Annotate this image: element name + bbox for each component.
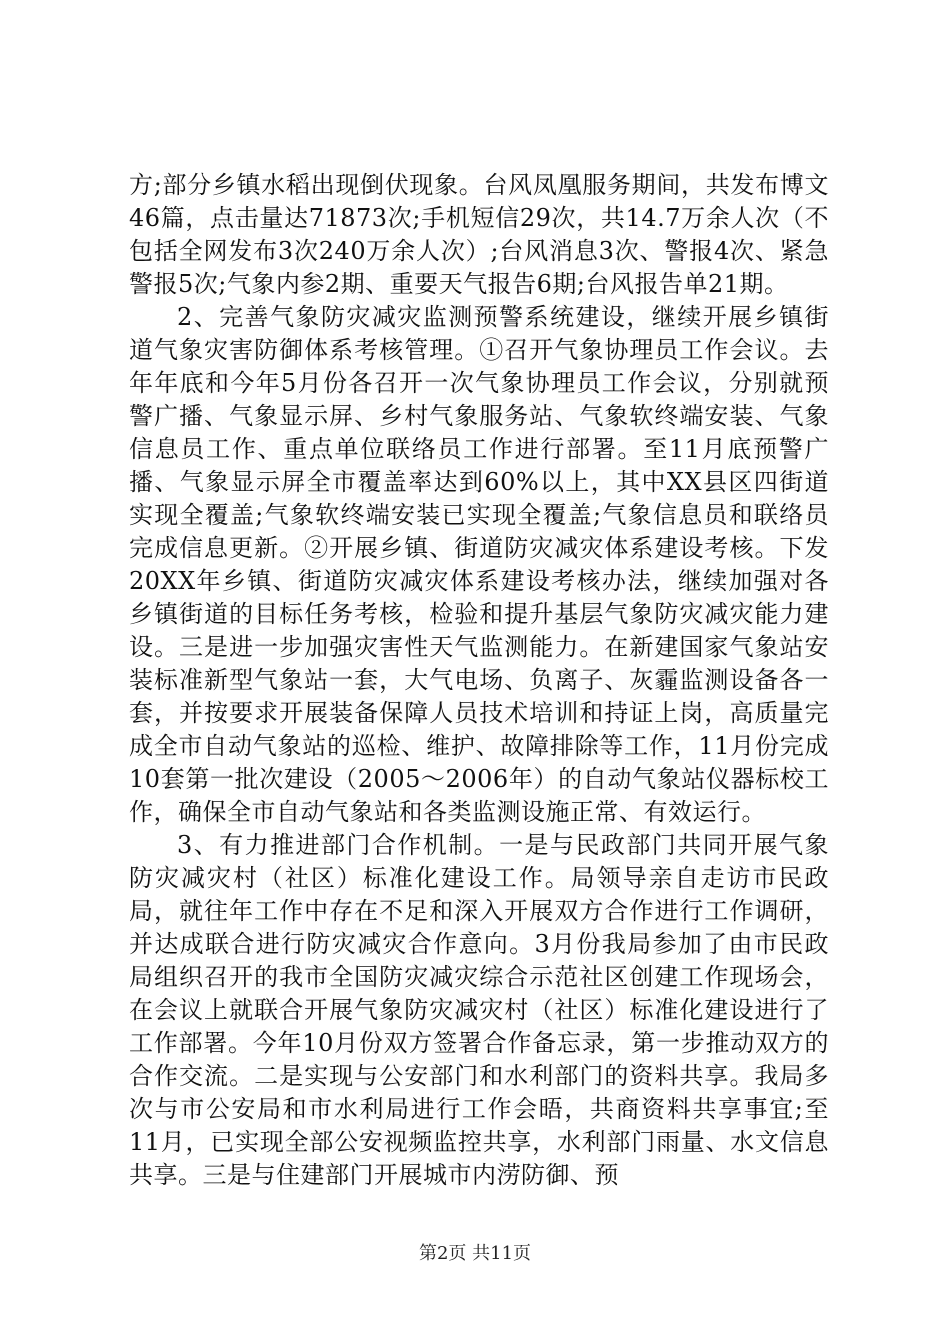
paragraph-continued: 方;部分乡镇水稻出现倒伏现象。台风凤凰服务期间，共发布博文46篇，点击量达71873次;手机短信29次，共14.7万余人次（不包括全网发布3次240万余人次）;台风消息3次、警报4次、紧急警报5次;气象内参2期、重要天气报告6期;台风报告单21期。 bbox=[129, 171, 829, 298]
page-number-footer: 第2页 共11页 bbox=[418, 1243, 532, 1264]
document-body bbox=[129, 169, 829, 1192]
paragraph-section-2: 2、完善气象防灾减灾监测预警系统建设，继续开展乡镇街道气象灾害防御体系考核管理。①召开气象协理员工作会议。去年年底和今年5月份各召开一次气象协理员工作会议，分别就预警广播、气象显示屏、乡村气象服务站、气象软终端安装、气象信息员工作、重点单位联络员工作进行部署。至11月底预警广播、气象显示屏全市覆盖率达到60%以上，其中XX县区四街道实现全覆盖;气象软终端安装已实现全覆盖;气象信息员和联络员完成信息更新。②开展乡镇、街道防灾减灾体系建设考核。下发20XX年乡镇、街道防灾减灾体系建设考核办法，继续加强对各乡镇街道的目标任务考核，检验和提升基层气象防灾减灾能力建设。三是进一步加强灾害性天气监测能力。在新建国家气象站安装标准新型气象站一套，大气电场、负离子、灰霾监测设备各一套，并按要求开展装备保障人员技术培训和持证上岗，高质量完成全市自动气象站的巡检、维护、故障排除等工作，11月份完成10套第一批次建设（2005～2006年）的自动气象站仪器标校工作，确保全市自动气象站和各类监测设施正常、有效运行。 bbox=[129, 303, 829, 826]
paragraph-section-3: 3、有力推进部门合作机制。一是与民政部门共同开展气象防灾减灾村（社区）标准化建设工作。局领导亲自走访市民政局，就往年工作中存在不足和深入开展双方合作进行工作调研，并达成联合进行防灾减灾合作意向。3月份我局参加了由市民政局组织召开的我市全国防灾减灾综合示范社区创建工作现场会，在会议上就联合开展气象防灾减灾村（社区）标准化建设进行了工作部署。今年10月份双方签署合作备忘录，第一步推动双方的合作交流。二是实现与公安部门和水利部门的资料共享。我局多次与市公安局和市水利局进行工作会晤，共商资料共享事宜;至11月，已实现全部公安视频监控共享，水利部门雨量、水文信息共享。三是与住建部门开展城市内涝防御、预 bbox=[129, 831, 829, 1189]
